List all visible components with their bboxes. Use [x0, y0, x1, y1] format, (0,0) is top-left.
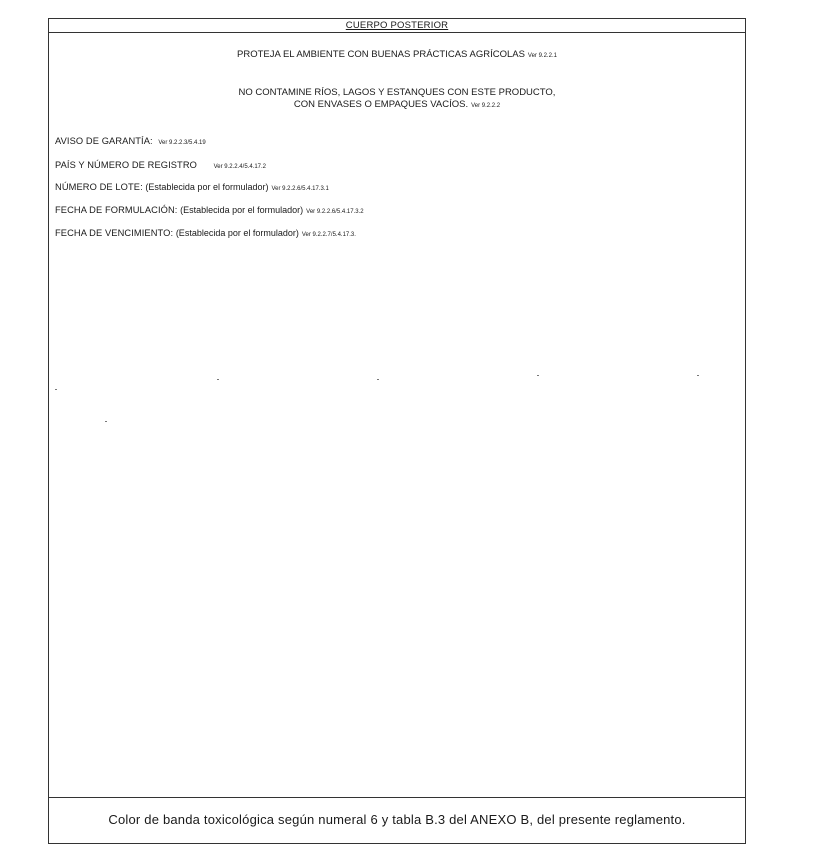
field-country-registration: PAÍS Y NÚMERO DE REGISTRO Ver 9.2.2.4/5.4.17.2: [55, 160, 266, 170]
environment-line-3-ref: Ver 9.2.2.2: [471, 103, 501, 109]
scan-speck: [537, 375, 539, 376]
field-lot-number: NÚMERO DE LOTE: (Establecida por el formulador) Ver 9.2.2.6/5.4.17.3.1: [55, 182, 329, 192]
field-expiration-date: FECHA DE VENCIMIENTO: (Establecida por el formulador) Ver 9.2.2.7/5.4.17.3.: [55, 228, 356, 238]
scan-speck: [377, 379, 379, 380]
scan-speck: [55, 389, 57, 390]
toxicology-band-note: Color de banda toxicológica según numeral 6 y tabla B.3 del ANEXO B, del presente reglamento.: [108, 812, 686, 827]
section-header: [49, 19, 745, 33]
environment-line-1-ref: Ver 9.2.2.1: [527, 53, 557, 59]
field-warranty-notice: AVISO DE GARANTÍA: Ver 9.2.2.3/5.4.19: [55, 136, 206, 146]
environment-line-1: PROTEJA EL AMBIENTE CON BUENAS PRÁCTICAS AGRÍCOLAS Ver 9.2.2.1: [237, 49, 557, 60]
scan-speck: [697, 375, 699, 376]
field-formulation-date: FECHA DE FORMULACIÓN: (Establecida por el formulador) Ver 9.2.2.6/5.4.17.3.2: [55, 205, 364, 215]
scan-speck: [217, 379, 219, 380]
scan-speck: [105, 421, 107, 422]
environment-line-2: NO CONTAMINE RÍOS, LAGOS Y ESTANQUES CON ESTE PRODUCTO,: [238, 87, 556, 98]
section-title: CUERPO POSTERIOR: [345, 20, 449, 31]
label-frame: [48, 18, 746, 844]
environment-line-3: CON ENVASES O EMPAQUES VACÍOS. Ver 9.2.2.2: [293, 99, 501, 110]
